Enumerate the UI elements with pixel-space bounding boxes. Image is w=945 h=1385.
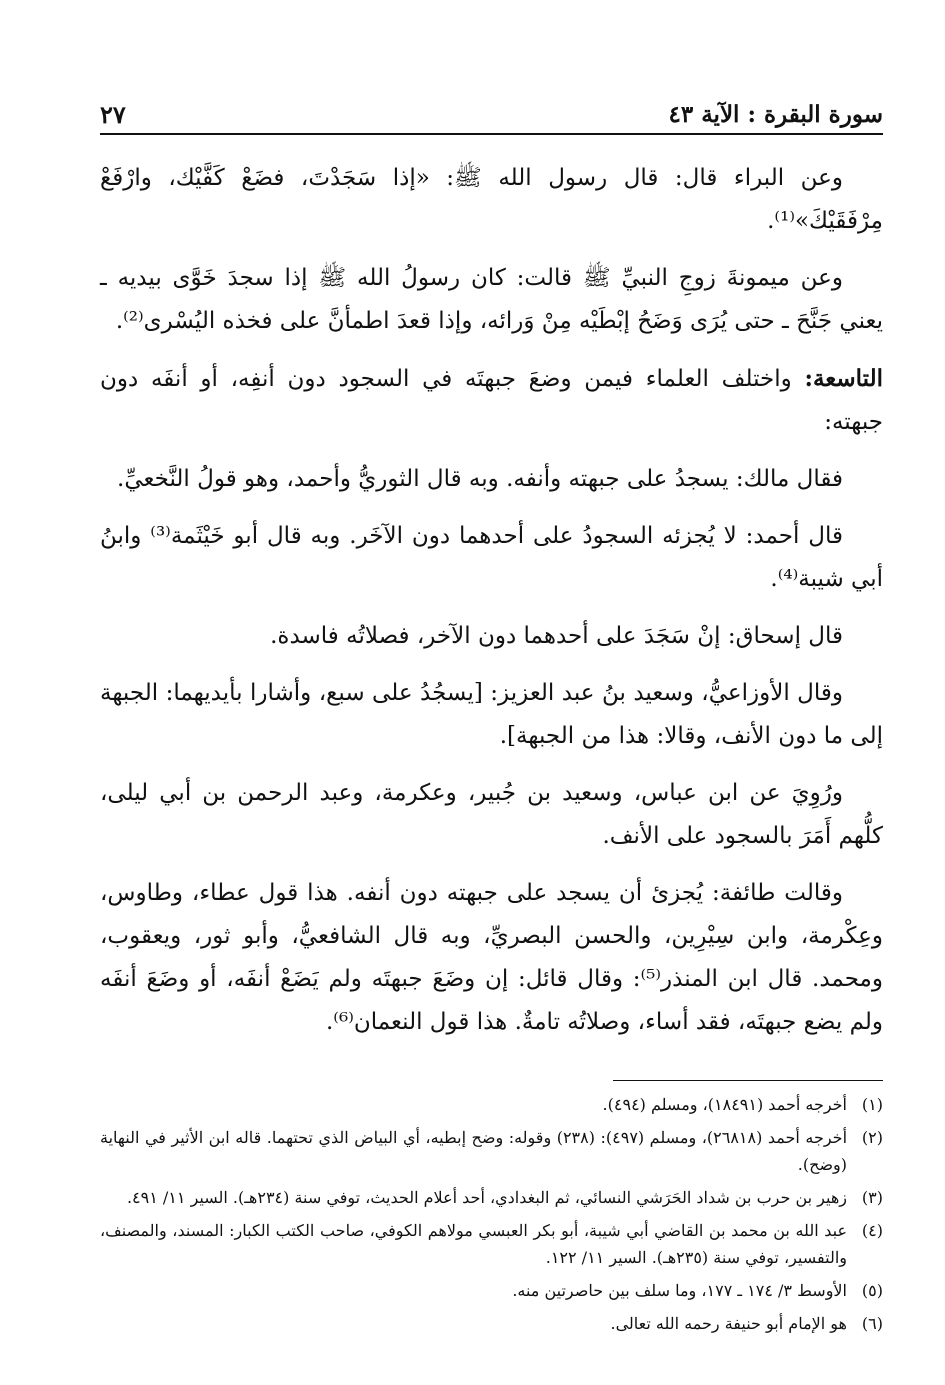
- page-header: [100, 96, 883, 130]
- paragraph: [100, 157, 883, 243]
- footnote-text: الأوسط ٣/ ١٧٤ ـ ١٧٧، وما سلف بين حاصرتين منه.: [512, 1281, 847, 1300]
- footnotes: [100, 1091, 883, 1337]
- paragraph-text: وعن ميمونةَ زوجِ النبيِّ ﷺ قالت: كان رسولُ الله ﷺ إذا سجدَ خَوَّى بيديه ـ يعني جَنَّحَ ـ حتى يُرَى وَضَحُ إبْطَيْه مِنْ وَرائه، وإذا قعدَ اطمأنَّ على فخذه اليُسْرى⁽²⁾.: [100, 265, 883, 334]
- paragraph: [100, 257, 883, 343]
- page-number: ٢٧: [100, 100, 126, 129]
- paragraph: [100, 772, 883, 858]
- footnote-text: عبد الله بن محمد بن القاضي أبي شيبة، أبو بكر العبسي مولاهم الكوفي، صاحب الكتب الكبار: المسند، والمصنف، والتفسير، توفي سنة (٢٣٥هـ). السير ١١/ ١٢٢.: [100, 1221, 848, 1267]
- footnote-number: (٥): [861, 1281, 883, 1300]
- paragraph: [100, 515, 883, 601]
- footnote-text: أخرجه أحمد (٢٦٨١٨)، ومسلم (٤٩٧): (٢٣٨) وقوله: وضح إبطيه، أي البياض الذي تحتهما. قاله ابن الأثير في النهاية (وضح).: [100, 1128, 848, 1174]
- header-rule: [100, 133, 883, 135]
- footnote: [100, 1184, 883, 1211]
- paragraph-text: وقال الأوزاعيُّ، وسعيد بنُ عبد العزيز: [يسجُدُ على سبع، وأشارا بأيديهما: الجبهة إلى ما دون الأنف، وقالا: هذا من الجبهة].: [100, 680, 883, 749]
- footnote-number: (٦): [861, 1314, 883, 1333]
- footnote: [100, 1091, 883, 1118]
- footnote-separator: [613, 1080, 883, 1081]
- footnote: [100, 1277, 883, 1304]
- paragraph-text: واختلف العلماء فيمن وضعَ جبهتَه في السجود دون أنفِه، أو أنفَه دون جبهته:: [100, 366, 883, 435]
- paragraph-text: قال إسحاق: إنْ سَجَدَ على أحدهما دون الآخر، فصلاتُه فاسدة.: [270, 623, 843, 649]
- paragraph: [100, 458, 883, 501]
- paragraph-text: وقالت طائفة: يُجزئ أن يسجد على جبهته دون أنفه. هذا قول عطاء، وطاوس، وعِكْرمة، وابن سِيْرِين، والحسن البصريِّ، وبه قال الشافعيُّ، وأبو ثور، ويعقوب، ومحمد. قال ابن المنذر⁽⁵⁾: وقال قائل: إن وضَعَ جبهتَه ولم يَضَعْ أنفَه، أو وضَعَ أنفَه ولم يضع جبهتَه، فقد أساء، وصلاتُه تامةٌ. هذا قول النعمان⁽⁶⁾.: [100, 880, 883, 1035]
- footnote-number: (٢): [861, 1128, 883, 1147]
- paragraph: [100, 872, 883, 1044]
- paragraph-text: ورُوِيَ عن ابن عباس، وسعيد بن جُبير، وعكرمة، وعبد الرحمن بن أبي ليلى، كلُّهم أَمَرَ بالسجود على الأنف.: [100, 780, 883, 849]
- paragraph: [100, 615, 883, 658]
- footnote: [100, 1124, 883, 1178]
- footnote-number: (١): [861, 1095, 883, 1114]
- footnote-number: (٤): [861, 1221, 883, 1240]
- footnote: [100, 1217, 883, 1271]
- paragraph-text: وعن البراء قال: قال رسول الله ﷺ: «إذا سَجَدْتَ، فضَعْ كَفَّيْك، وارْفَعْ مِرْفَقَيْكَ»⁽¹⁾.: [100, 165, 883, 234]
- footnote-number: (٣): [861, 1188, 883, 1207]
- paragraph-text: فقال مالك: يسجدُ على جبهته وأنفه. وبه قال الثوريُّ وأحمد، وهو قولُ النَّخعيِّ.: [117, 466, 843, 492]
- main-text: [100, 157, 883, 1044]
- footnote: [100, 1310, 883, 1337]
- footnote-text: زهير بن حرب بن شداد الحَرَشي النسائي، ثم البغدادي، أحد أعلام الحديث، توفي سنة (٢٣٤هـ). السير ١١/ ٤٩١.: [126, 1188, 847, 1207]
- section-lead: التاسعة:: [804, 365, 883, 392]
- running-title: سورة البقرة : الآية ٤٣: [668, 101, 883, 128]
- footnote-text: أخرجه أحمد (١٨٤٩١)، ومسلم (٤٩٤).: [602, 1095, 847, 1114]
- paragraph: [100, 672, 883, 758]
- footnote-text: هو الإمام أبو حنيفة رحمه الله تعالى.: [610, 1314, 847, 1333]
- paragraph: [100, 357, 883, 444]
- paragraph-text: قال أحمد: لا يُجزئه السجودُ على أحدهما دون الآخَر. وبه قال أبو خَيْثَمة⁽³⁾ وابنُ أبي شيبة⁽⁴⁾.: [100, 523, 883, 592]
